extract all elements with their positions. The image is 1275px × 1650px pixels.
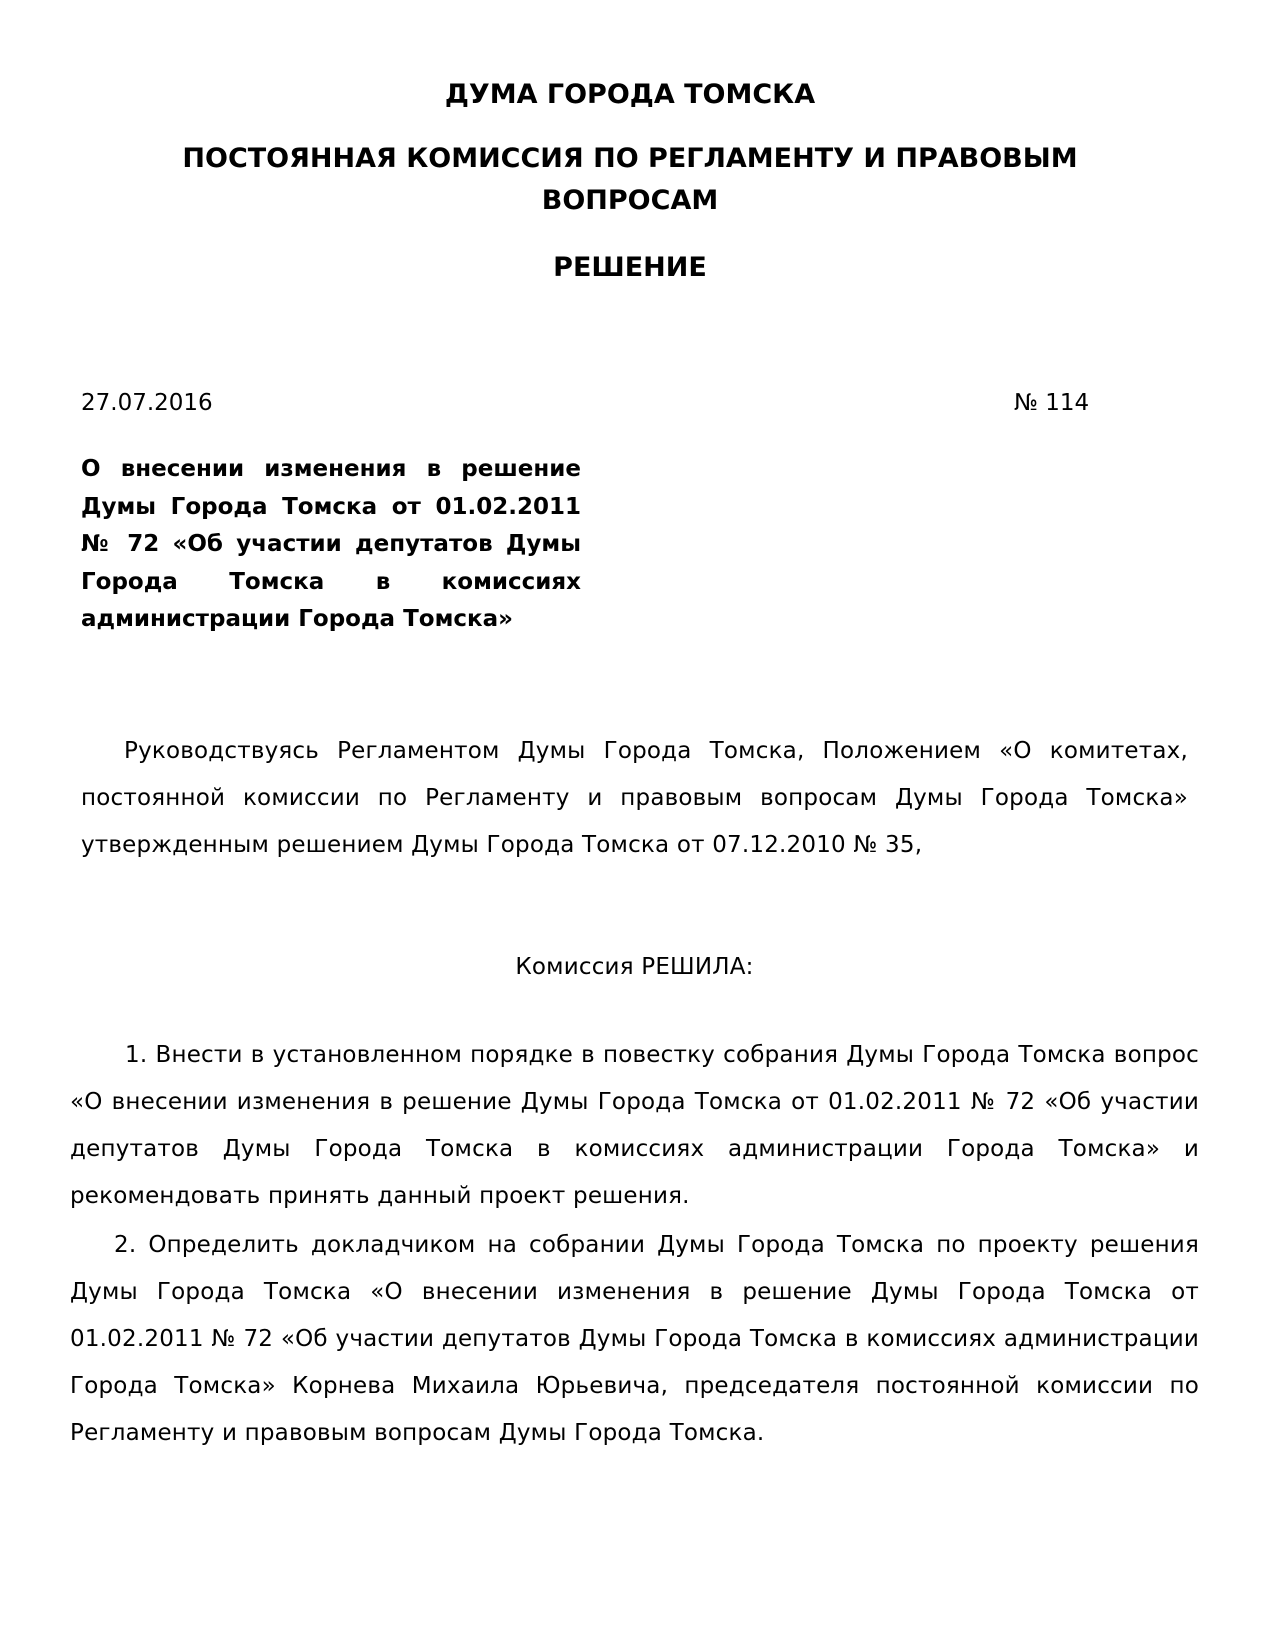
decision-item-1: 1. Внести в установленном порядке в повестку собрания Думы Города Томска вопрос «О внесении изменения в решение Думы Города Томска от 01.02.2011 № 72 «Об участии депутатов Думы Города Томска в комиссиях администрации Города Томска» и рекомендовать принять данный проект решения.: [70, 1042, 1199, 1209]
decision-heading: Комиссия РЕШИЛА:: [515, 954, 754, 980]
preamble-paragraph: Руководствуясь Регламентом Думы Города Томска, Положением «О комитетах, постоянной комиссии по Регламенту и правовым вопросам Думы Города Томска» утвержденным решением Думы Города Томска от 07.12.2010 № 35,: [81, 738, 1188, 858]
document-subject: О внесении изменения в решение Думы Города Томска от 01.02.2011 № 72 «Об участии депутатов Думы Города Томска в комиссиях администрации Города Томска»: [81, 456, 581, 632]
document-type-title: РЕШЕНИЕ: [553, 252, 707, 283]
organization-title: ДУМА ГОРОДА ТОМСКА: [444, 79, 816, 110]
document-date: 27.07.2016: [81, 390, 213, 416]
decision-item-2: 2. Определить докладчиком на собрании Думы Города Томска по проекту решения Думы Города Томска «О внесении изменения в решение Думы Города Томска от 01.02.2011 № 72 «Об участии депутатов Думы Города Томска в комиссиях администрации Города Томска» Корнева Михаила Юрьевича, председателя постоянной комиссии по Регламенту и правовым вопросам Думы Города Томска.: [70, 1232, 1199, 1446]
commission-title: ПОСТОЯННАЯ КОМИССИЯ ПО РЕГЛАМЕНТУ И ПРАВОВЫМ ВОПРОСАМ: [182, 143, 1078, 216]
document-number: № 114: [1014, 390, 1090, 416]
